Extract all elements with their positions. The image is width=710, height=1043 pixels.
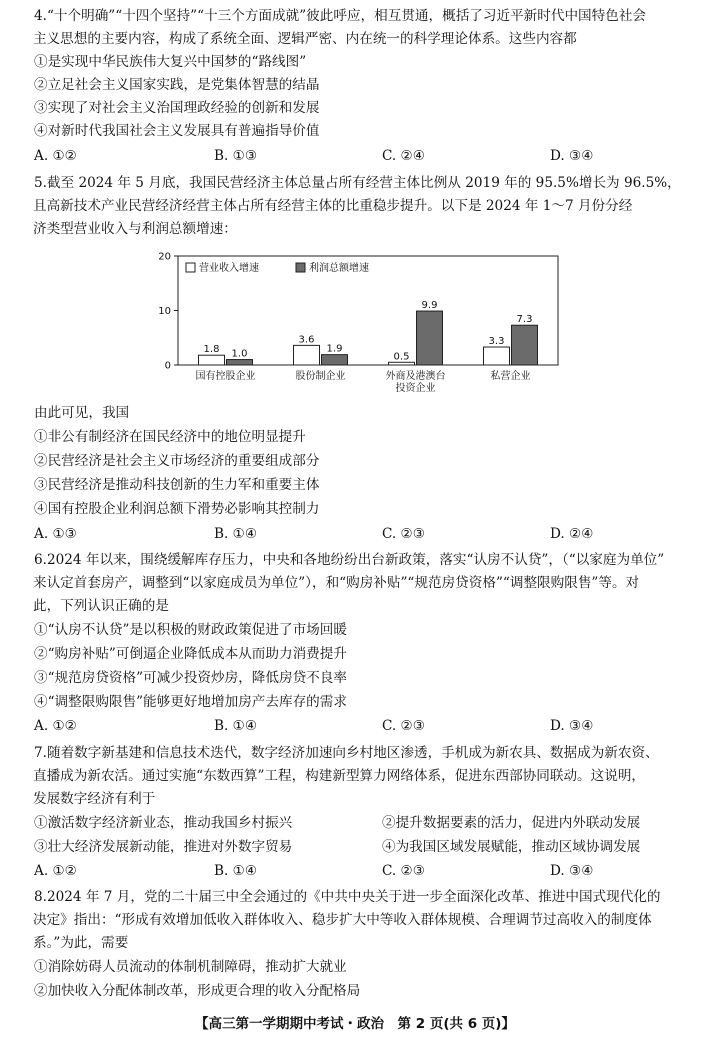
q5-lead: 由此可见，我国 xyxy=(34,405,130,421)
bar-revenue xyxy=(484,347,510,365)
bar-revenue xyxy=(389,362,415,365)
q7-choice-b: B. ①④ xyxy=(214,863,258,879)
x-category-label: 外商及港澳台 xyxy=(385,371,446,382)
q6-item-4: ④“调整限购限售”能够更好地增加房产去库存的需求 xyxy=(34,694,347,710)
q7-item-3: ③壮大经济发展新动能，推进对外数字贸易 xyxy=(34,839,293,855)
legend-swatch-revenue xyxy=(186,263,195,272)
q5-item-1: ①非公有制经济在国民经济中的地位明显提升 xyxy=(34,429,306,445)
q8-stem-line-1: 8.2024 年 7 月，党的二十届三中全会通过的《中共中央关于进一步全面深化改革、推进中国式现代化的 xyxy=(34,889,661,905)
q8-item-2: ②加快收入分配体制改革，形成更合理的收入分配格局 xyxy=(34,983,361,999)
q6-choice-c: C. ②③ xyxy=(382,718,425,734)
legend-swatch-profit xyxy=(296,263,305,272)
q4-stem-line-2: 主义思想的主要内容，构成了系统全面、逻辑严密、内在统一的科学理论体系。这些内容都 xyxy=(33,31,577,47)
bar-value-label: 9.9 xyxy=(421,300,438,312)
q6-stem-line-3: 此，下列认识正确的是 xyxy=(33,598,169,614)
q4-choice-b: B. ①③ xyxy=(214,148,258,164)
q4-item-1: ①是实现中华民族伟大复兴中国梦的“路线图” xyxy=(34,54,307,70)
q7-stem-line-3: 发展数字经济有利于 xyxy=(33,791,156,807)
q7-item-4: ④为我国区域发展赋能，推动区域协调发展 xyxy=(382,839,641,855)
q6-choice-a: A. ①② xyxy=(34,718,77,734)
bar-value-label: 1.9 xyxy=(326,343,343,355)
q8-stem-line-3: 系。”为此，需要 xyxy=(33,935,129,951)
x-category-label: 私营企业 xyxy=(490,371,531,382)
q5-choice-a: A. ①③ xyxy=(34,526,77,542)
q6-item-3: ③“规范房贷资格”可减少投资炒房，降低房贷不良率 xyxy=(34,670,347,686)
bar-value-label: 0.5 xyxy=(393,351,410,363)
q7-choice-d: D. ③④ xyxy=(550,863,594,879)
x-category-label: 股份制企业 xyxy=(295,371,346,382)
x-category-label: 国有控股企业 xyxy=(195,371,256,382)
q4-choice-c: C. ②④ xyxy=(382,148,425,164)
x-category-label: 投资企业 xyxy=(395,383,436,394)
y-tick-label: 0 xyxy=(164,360,171,372)
bar-revenue xyxy=(199,355,225,365)
q7-stem-line-2: 直播成为新农活。通过实施“东数西算”工程，构建新型算力网络体系，促进东西部协同联动。这说明， xyxy=(33,768,646,784)
q6-item-2: ②“购房补贴”可倒逼企业降低成本从而助力消费提升 xyxy=(34,646,347,662)
page-footer: 【高三第一学期期中考试・政治 第 2 页(共 6 页)】 xyxy=(195,1016,515,1032)
bar-value-label: 3.3 xyxy=(488,336,505,348)
q4-stem-line-1: 4.“十个明确”“十四个坚持”“十三个方面成就”彼此呼应，相互贯通，概括了习近平新时代中国特色社会 xyxy=(34,8,647,24)
q8-item-1: ①消除妨碍人员流动的体制机制障碍，推动扩大就业 xyxy=(34,959,347,975)
growth-bar-chart xyxy=(140,250,560,400)
bar-value-label: 3.6 xyxy=(298,334,315,346)
q7-stem-line-1: 7.随着数字新基建和信息技术迭代，数字经济加速向乡村地区渗透，手机成为新农具、数据成为新农资、 xyxy=(34,745,659,761)
bar-value-label: 1.8 xyxy=(203,344,220,356)
bar-revenue xyxy=(294,345,320,365)
q7-choice-c: C. ②③ xyxy=(382,863,425,879)
legend-label: 利润总额增速 xyxy=(309,263,369,274)
q5-choice-b: B. ①④ xyxy=(214,526,258,542)
q6-choice-d: D. ③④ xyxy=(550,718,594,734)
q8-stem-line-2: 决定》指出：“形成有效增加低收入群体收入、稳步扩大中等收入群体规模、合理调节过高收入的制度体 xyxy=(33,912,652,928)
q4-item-4: ④对新时代我国社会主义发展具有普遍指导价值 xyxy=(34,123,320,139)
bar-profit xyxy=(227,360,253,365)
y-tick-label: 20 xyxy=(158,251,171,263)
q4-choice-a: A. ①② xyxy=(34,148,77,164)
q5-item-4: ④国有控股企业利润总额下滑势必影响其控制力 xyxy=(34,501,320,517)
q5-item-3: ③民营经济是推动科技创新的生力军和重要主体 xyxy=(34,477,320,493)
q7-choice-a: A. ①② xyxy=(34,863,77,879)
q4-item-3: ③实现了对社会主义治国理政经验的创新和发展 xyxy=(34,100,320,116)
q5-choice-d: D. ②④ xyxy=(550,526,594,542)
legend-label: 营业收入增速 xyxy=(199,263,259,274)
q4-choice-d: D. ③④ xyxy=(550,148,594,164)
q5-stem-line-3: 济类型营业收入与利润总额增速： xyxy=(33,221,237,237)
q6-stem-line-2: 来认定首套房产，调整到“以家庭成员为单位”），和“购房补贴”“规范房贷资格”“调整限购限售”等。对 xyxy=(33,575,640,591)
bar-profit xyxy=(512,325,538,365)
q7-item-1: ①激活数字经济新业态，推动我国乡村振兴 xyxy=(34,815,293,831)
bar-value-label: 1.0 xyxy=(231,348,248,360)
q6-item-1: ①“认房不认贷”是以积极的财政政策促进了市场回暖 xyxy=(34,622,347,638)
q5-stem-line-2: 且高新技术产业民营经济经营主体占所有经营主体的比重稳步提升。以下是 2024 年 1～7 月份分经 xyxy=(33,198,633,214)
q4-item-2: ②立足社会主义国家实践，是党集体智慧的结晶 xyxy=(34,77,320,93)
q6-stem-line-1: 6.2024 年以来，围绕缓解库存压力，中央和各地纷纷出台新政策，落实“认房不认贷”，（“以家庭为单位” xyxy=(34,552,665,568)
bar-profit xyxy=(322,355,348,365)
q5-stem-line-1: 5.截至 2024 年 5 月底，我国民营经济主体总量占所有经营主体比例从 2019 年的 95.5%增长为 96.5%， xyxy=(34,175,681,191)
chart-svg xyxy=(140,250,560,400)
q5-item-2: ②民营经济是社会主义市场经济的重要组成部分 xyxy=(34,453,320,469)
bar-value-label: 7.3 xyxy=(516,314,533,326)
q7-item-2: ②提升数据要素的活力，促进内外联动发展 xyxy=(382,815,641,831)
q6-choice-b: B. ①④ xyxy=(214,718,258,734)
q5-choice-c: C. ②③ xyxy=(382,526,425,542)
y-tick-label: 10 xyxy=(158,306,171,317)
bar-profit xyxy=(417,311,443,365)
